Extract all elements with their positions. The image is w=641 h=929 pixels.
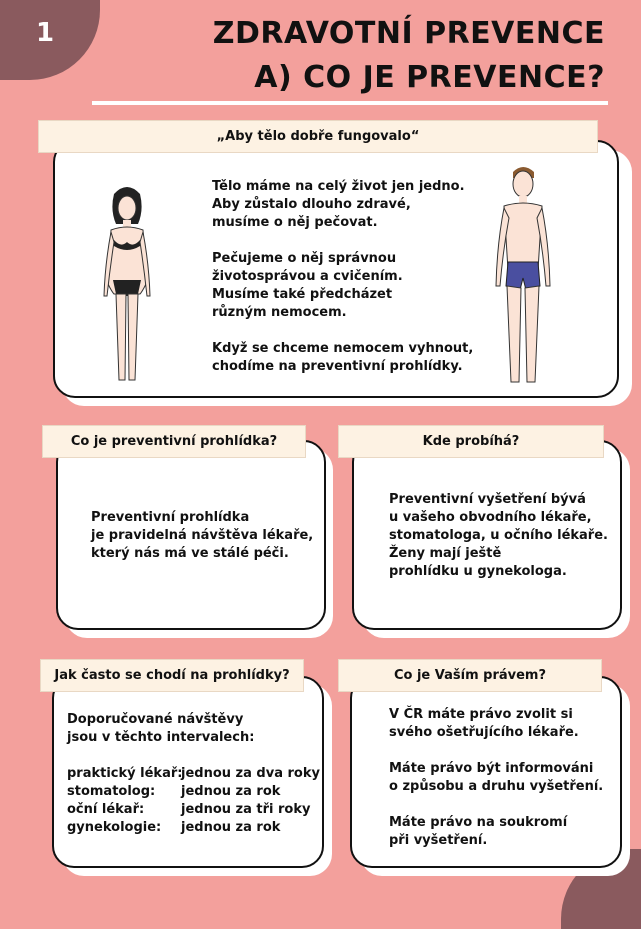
intro-heading: „Aby tělo dobře fungovalo“ <box>38 120 598 153</box>
rights-line: V ČR máte právo zvolit si <box>389 707 573 722</box>
often-intro-line: Doporučované návštěvy <box>67 712 244 727</box>
what-heading: Co je preventivní prohlídka? <box>42 425 306 458</box>
what-line: který nás má ve stálé péči. <box>91 546 289 561</box>
title-divider <box>92 101 608 105</box>
interval-value: jednou za dva roky <box>181 766 320 781</box>
interval-value: jednou za tři roky <box>181 802 311 817</box>
rights-line: Máte právo být informováni <box>389 761 594 776</box>
where-line: Preventivní vyšetření bývá <box>389 492 586 507</box>
intro-line: Musíme také předcházet <box>212 287 393 302</box>
rights-line: o způsobu a druhu vyšetření. <box>389 779 604 794</box>
intro-line: Tělo máme na celý život jen jedno. <box>212 179 465 194</box>
interval-value: jednou za rok <box>181 820 281 835</box>
often-intro-line: jsou v těchto intervalech: <box>67 730 255 745</box>
intro-line: životosprávou a cvičením. <box>212 269 403 284</box>
where-line: Ženy mají ještě <box>389 546 502 561</box>
rights-line: při vyšetření. <box>389 833 488 848</box>
where-line: prohlídku u gynekologa. <box>389 564 567 579</box>
intro-line: musíme o něj pečovat. <box>212 215 378 230</box>
interval-doctor: praktický lékař: <box>67 766 183 781</box>
woman-figure-icon <box>96 184 158 388</box>
man-figure-icon <box>492 162 554 388</box>
title-line-2: A) CO JE PREVENCE? <box>254 60 605 95</box>
interval-doctor: stomatolog: <box>67 784 156 799</box>
where-text <box>389 491 608 581</box>
interval-row <box>67 819 320 837</box>
what-text <box>91 509 313 563</box>
page-number: 1 <box>36 18 55 48</box>
interval-doctor: gynekologie: <box>67 820 162 835</box>
interval-row <box>67 783 320 801</box>
intro-line: Aby zůstalo dlouho zdravé, <box>212 197 411 212</box>
intro-line: Pečujeme o něj správnou <box>212 251 397 266</box>
rights-text <box>389 706 603 850</box>
intro-line: různým nemocem. <box>212 305 347 320</box>
rights-line: svého ošetřujícího lékaře. <box>389 725 579 740</box>
where-line: stomatologa, u očního lékaře. <box>389 528 608 543</box>
where-line: u vašeho obvodního lékaře, <box>389 510 592 525</box>
often-heading: Jak často se chodí na prohlídky? <box>40 659 304 692</box>
where-heading: Kde probíhá? <box>338 425 604 458</box>
page-title <box>213 12 605 100</box>
what-line: je pravidelná návštěva lékaře, <box>91 528 314 543</box>
often-text <box>67 711 320 837</box>
intro-line: Když se chceme nemocem vyhnout, <box>212 341 474 356</box>
interval-doctor: oční lékař: <box>67 802 145 817</box>
intro-text <box>212 178 473 376</box>
interval-row <box>67 765 320 783</box>
rights-heading: Co je Vaším právem? <box>338 659 602 692</box>
interval-row <box>67 801 320 819</box>
intro-line: chodíme na preventivní prohlídky. <box>212 359 463 374</box>
interval-value: jednou za rok <box>181 784 281 799</box>
what-line: Preventivní prohlídka <box>91 510 250 525</box>
rights-line: Máte právo na soukromí <box>389 815 568 830</box>
title-line-1: ZDRAVOTNÍ PREVENCE <box>212 16 605 51</box>
